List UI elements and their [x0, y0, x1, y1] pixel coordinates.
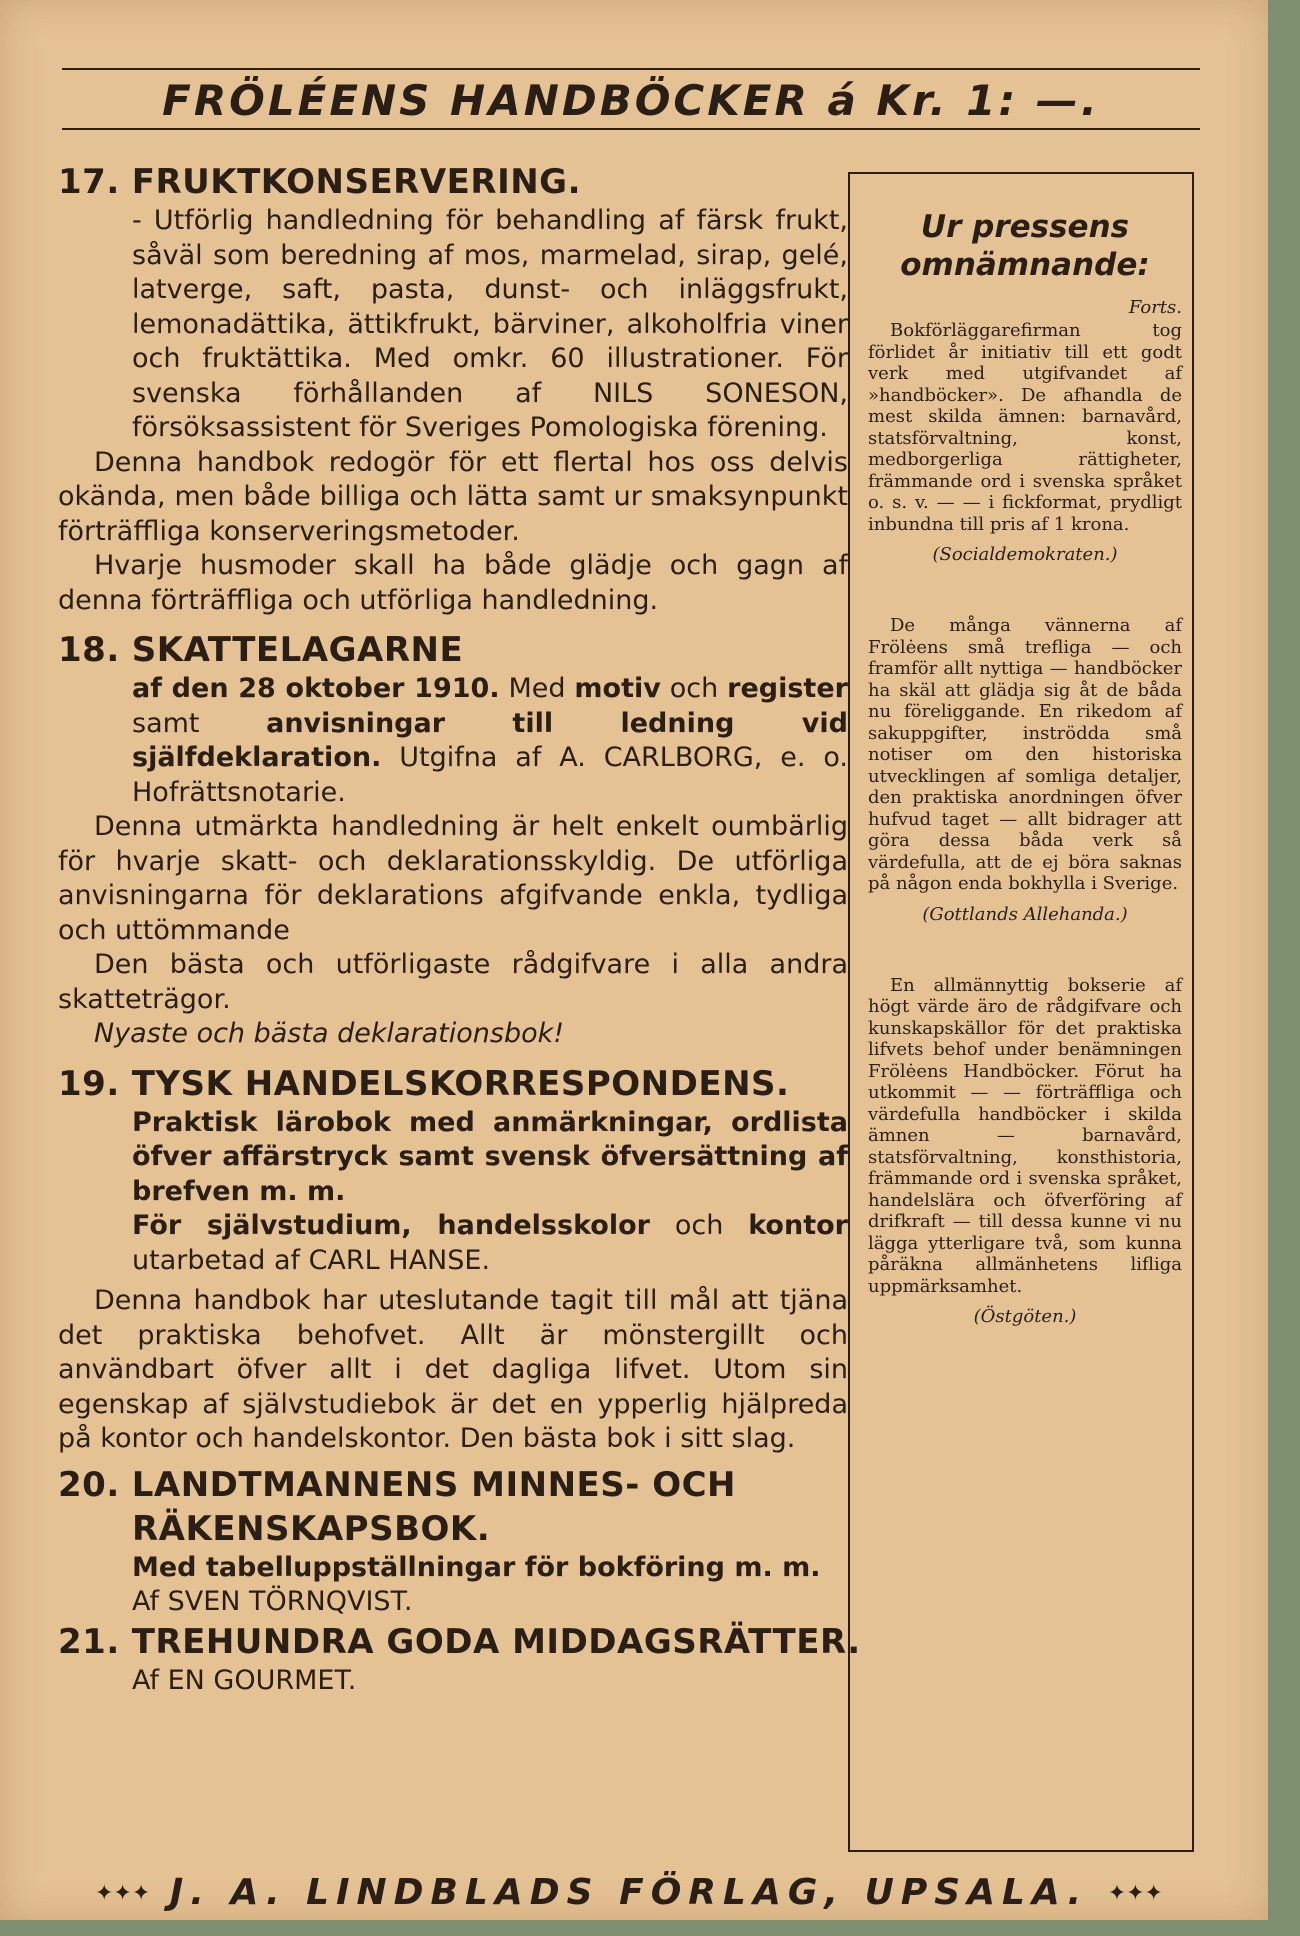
entry-20 [58, 1463, 848, 1620]
subtitle-part: motiv [574, 673, 661, 704]
catalog-column [58, 160, 861, 1698]
subtitle-part: För självstudium, handelsskolor [132, 1210, 650, 1241]
press-heading: Ur pressens omnämnande: [900, 209, 1150, 283]
header-bottom-rule [62, 128, 1200, 130]
entry-number: 18. [58, 630, 120, 670]
entry-title [58, 1062, 848, 1106]
subtitle-part: Utgifna af A. CARLBORG, e. o. Hofrättsnotarie. [132, 742, 848, 808]
publisher-footer [58, 1868, 1200, 1918]
subtitle-part: samt [132, 707, 267, 739]
subtitle-part: af den 28 oktober 1910. [132, 673, 500, 704]
header-top-rule [62, 68, 1200, 70]
entry-title [58, 1463, 848, 1551]
publisher-name: J. A. LINDBLADS FÖRLAG, UPSALA. [169, 1872, 1089, 1913]
subtitle-part: Med [499, 673, 575, 704]
press-source: (Östgöten.) [973, 1306, 1077, 1327]
entry-subtitle: Med tabelluppställningar för bokföring m. m. [132, 1551, 821, 1583]
subtitle-part: anvisningar till ledning vid själfdeklaration. [132, 707, 848, 773]
subtitle-part: och [660, 673, 728, 704]
entry-tagline: Nyaste och bästa deklarationsbok! [94, 1018, 565, 1049]
entry-21 [58, 1620, 861, 1699]
entry-paragraph: Denna utmärkta handledning är helt enkelt oumbärlig för hvarje skatt- och deklarationsskyldig. De utförliga anvisningarna för deklarations afgifvande enkla, tydliga och uttömmande [58, 811, 848, 946]
press-source: (Socialdemokraten.) [932, 544, 1118, 565]
entry-number: 17. [58, 162, 120, 202]
press-quote: Bokförläggarefirman tog förlidet år initiativ till ett godt verk med utgifvandet af »handböcker». De afhandla de mest skilda ämnen: barnavård, statsförvaltning, konst, medborgerliga rättigheter, främmande ord i svenska språket o. s. v. — — i fickformat, prydligt inbundna till pris af 1 krona. [868, 320, 1182, 535]
continued-label: Forts. [1128, 297, 1182, 318]
entry-number: 20. [58, 1464, 120, 1505]
entry-19 [58, 1062, 848, 1457]
subtitle-part: och [649, 1210, 749, 1241]
entry-number: 21. [58, 1621, 120, 1662]
entry-description: - Utförlig handledning för behandling af färsk frukt, såväl som beredning af mos, marmelad, sirap, gelé, latverge, saft, pasta, dunst- och inläggsfrukt, lemonadättika, ättikfrukt, bärviner, alkoholfria viner och fruktättika. Med omkr. 60 illustrationer. För svenska förhållanden af NILS SONESON, försöksassistent för Sveriges Pomologiska förening. [132, 205, 848, 443]
entry-title [58, 160, 848, 204]
entry-number: 19. [58, 1063, 120, 1104]
press-quote: En allmännyttig bokserie af högt värde äro de rådgifvare och kunskapskällor för det praktiska lifvets behof under benämningen Frölėens Handböcker. Förut ha utkommit — — förträffliga och värdefulla handböcker i skilda ämnen — barnavård, statsförvaltning, konsthistoria, främmande ord i svenska språket, handelslära och öfverföring af drifkraft — till dessa kunne vi nu lägga ytterligare två, som kunna påräkna allmänhetens lifliga uppmärksamhet. [868, 974, 1182, 1297]
subtitle-part: utarbetad af CARL HANSE. [132, 1244, 491, 1276]
cover-edge [1268, 0, 1300, 1936]
entry-title-text: TREHUNDRA GODA MIDDAGSRÄTTER. [131, 1621, 861, 1662]
entry-subtitle [58, 672, 848, 810]
entry-paragraph: Hvarje husmoder skall ha både glädje och gagn af denna förträffliga och utförliga handledning. [58, 550, 848, 616]
entry-title-text: SKATTELAGARNE [131, 630, 464, 670]
entry-paragraph: Denna handbok har uteslutande tagit till mål att tjäna det praktiska behofvet. Allt är mönstergillt och användbart öfver allt i det dagliga lifvet. Utom sin egenskap af självstudiebok är det en ypperlig hjälpreda på kontor och handelskontor. Den bästa bok i sitt slag. [58, 1285, 848, 1454]
entry-18 [58, 628, 848, 1052]
entry-author: Af EN GOURMET. [132, 1664, 357, 1696]
entry-17 [58, 160, 848, 618]
entry-subtitle: Praktisk lärobok med anmärkningar, ordlista öfver affärstryck samt svensk öfversättning af brefven m. m. [132, 1106, 848, 1207]
page-header: FRÖLÉENS HANDBÖCKER á Kr. 1: —. [162, 76, 1100, 125]
ornament-left: ✦✦✦ [94, 1881, 151, 1906]
ornament-right: ✦✦✦ [1107, 1881, 1163, 1906]
entry-paragraph: Denna handbok redogör för ett flertal hos oss delvis okända, men både billiga och lätta samt ur smaksynpunkt förträffliga konserveringsmetoder. [58, 446, 848, 547]
entry-author: Af SVEN TÖRNQVIST. [132, 1586, 413, 1617]
press-quote: De många vännerna af Frölėens små trefliga — och framför allt nyttiga — handböcker ha skäl att glädja sig åt de båda nu föreliggande. En rikedom af sakuppgifter, inströdda små notiser om den historiska utvecklingen af somliga detaljer, den praktiska anordningen öfver hufvud taget — allt bidrager att göra dessa båda verk så värdefulla, att de ej böra saknas på någon enda bokhylla i Sverige. [868, 615, 1182, 894]
entry-title [58, 628, 848, 672]
entry-paragraph: Den bästa och utförligaste rådgifvare i alla andra skatteträgor. [58, 949, 848, 1015]
entry-title [58, 1620, 861, 1664]
entry-title-text: TYSK HANDELSKORRESPONDENS. [131, 1063, 790, 1104]
press-quotes-box [848, 172, 1194, 1852]
entry-title-text: FRUKTKONSERVERING. [131, 162, 582, 202]
subtitle-part: register [727, 673, 848, 704]
subtitle-part: kontor [748, 1210, 848, 1241]
press-source: (Gottlands Allehanda.) [922, 903, 1128, 925]
entry-subtitle [58, 1209, 848, 1278]
entry-title-text: LANDTMANNENS MINNES- OCH RÄKENSKAPSBOK. [131, 1464, 737, 1549]
